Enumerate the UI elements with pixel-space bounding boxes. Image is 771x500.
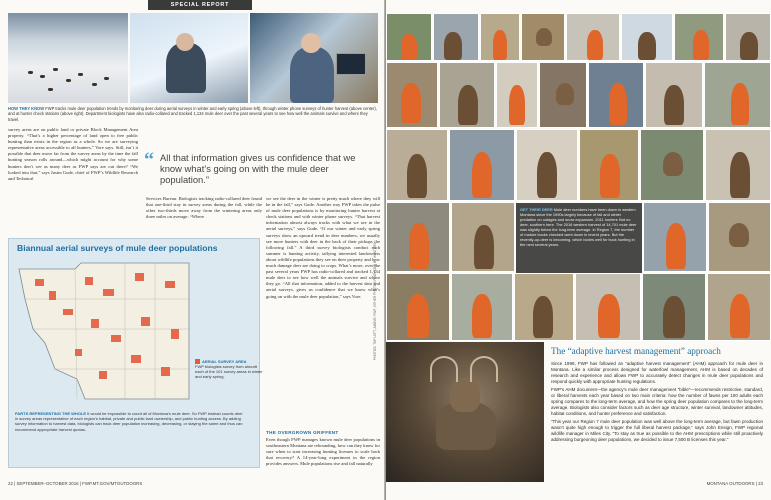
map-legend <box>195 359 265 379</box>
montana-map-graphic <box>15 259 193 409</box>
map-caption-text: It would be impossible to count all of Montana’s mule deer. So FWP instead counts deer in survey areas representative of each region’s habitat, private and public land ownership, and public hunting access. By adding survey information to harvest data, biologists can track deer population increasing, decreasing, or staying the same and thus can recommend appropriate harvest quotas. <box>15 411 243 432</box>
get-their-deer-box <box>516 203 642 273</box>
hunter-photo-25 <box>708 202 771 272</box>
hunter-photo-4 <box>521 13 565 61</box>
top-caption-text: FWP tracks mule deer population trends by monitoring deer during aerial surveys in winter and early spring (above left), through winter phone surveys of hunter harvest (above center), and at hunter check stations (above right). Department biologists have also radio-collared and tracked 1,134 mule deer over the past several years to see how well the animals survive and where they travel. <box>8 106 377 122</box>
hunter-photo-1 <box>386 13 432 61</box>
check-station-photo <box>250 13 378 103</box>
hunter-photo-31 <box>707 273 771 341</box>
hunter-photo-18 <box>516 129 578 201</box>
hunter-photo-12 <box>539 62 587 128</box>
hunter-photo-6 <box>621 13 673 61</box>
right-folio: MONTANA OUTDOORS | 23 <box>706 481 763 486</box>
hunter-photo-5 <box>566 13 620 61</box>
hunter-photo-19 <box>579 129 639 201</box>
map-caption-lead: PARTS REPRESENTING THE WHOLE <box>15 411 87 416</box>
section-subhead: THE OVERGROWN GRIFFENT <box>266 430 339 435</box>
hunter-photo-27 <box>451 273 513 341</box>
hunter-photo-10 <box>439 62 495 128</box>
top-photo-caption <box>8 106 380 122</box>
hunter-photo-17 <box>449 129 515 201</box>
mule-deer-buck-photo <box>386 342 544 482</box>
hunter-photo-14 <box>645 62 703 128</box>
ahm-paragraph: FWP’s AHM document—the agency’s mule deer management “bible”—recommends restrictive, standard, or liberal harvests each year based on two main criteria: how the number of fawns per 100 adults each spring compares to the long-term average, and how the spring deer population compares to the long-term average. Biologists also consider factors such as deer age structure, winter survival, landowner attitudes, habitat conditions, and hunter preference and satisfaction. <box>551 387 763 416</box>
hunter-photo-3 <box>480 13 520 61</box>
pull-quote <box>144 149 378 185</box>
photo-credit: PHOTOS: TOP LEFT, ABOVE: FWP; OTHER PHOTOS PROVIDED BY HUNTERS <box>373 242 377 360</box>
legend-text: FWP biologists survey from aircraft each of the 101 survey areas in winter and early spring. <box>195 364 263 380</box>
montana-survey-map <box>8 238 263 468</box>
ahm-paragraph: Since 1998, FWP has followed an “adaptive harvest management” (AHM) approach for mule deer in Montana. Like a similar process designed for waterfowl management, AHM is based on decades of research and experience and allows FWP to accurately detect changes in mule deer populations and respond quickly with appropriate hunting regulations. <box>551 361 763 384</box>
aerial-survey-photo <box>8 13 128 103</box>
hunter-photo-11 <box>496 62 538 128</box>
hunter-photo-30 <box>642 273 706 341</box>
hunter-photo-9 <box>386 62 438 128</box>
body-column-3: we see the deer in the winter is pretty much where they will be in the fall,” says Gude. Another way FWP takes the pulse of mule deer populations is by monitoring hunter harvest at check stations and with winter phone surveys. “That harvest information almost always tracks with what we see in the aerial surveys,” says Gude. “If our winter and early spring surveys show an upward trend in deer numbers, we usually see more hunters with deer in the back of their pickups the following fall.” A third survey biologists conduct each summer is hunting activity, tallying interested landowners about wildlife populations they see on their property and how much damage deer are doing to crops. What’s more, over the past several years FWP has radio-collared and tracked 1,134 mule deer to see how well the animals survive and where they go. “All that information, added to the harvest data and aerial surveys, gives us confidence that we know what’s going on with the mule deer population,” says Vore. <box>266 196 380 299</box>
hunter-photo-2 <box>433 13 479 61</box>
body-column-4: Even though FWP manages known mule deer populations in southeastern Montana are rebounding, how can they know for sure when to start increasing hunting licenses to scale back that recovery? A 14-year-long experiment in the region provides answers. Mule populations rise and fall naturally <box>266 437 380 467</box>
ahm-body <box>551 361 763 445</box>
map-caption <box>15 411 245 432</box>
hunter-photo-8 <box>725 13 771 61</box>
hunter-photo-26 <box>386 273 450 341</box>
map-title: Biannual aerial surveys of mule deer populations <box>17 243 218 253</box>
body-column-2: Services Bureau. Biologists tracking radio-collared deer found that one-third stay in survey areas during the fall, while the other two-thirds move away from the wintering areas only three miles on average. “Where <box>146 196 262 220</box>
hunter-photo-28 <box>514 273 574 341</box>
deadline-text: Mule deer numbers have been down in western Montana since the 1990s largely because of fall and winter predation on outages and snow expansion. 2011 hunters find no deer, southern here. The 2016 western harvest of 14,701 mule deer was slightly below the long-term average. In Region 7, the number of mature bucks checked went down in recent years. But the recently-up-deer is becoming, which bodes well for buck hunting in the next several years. <box>520 207 637 247</box>
hunter-photo-23 <box>451 202 515 272</box>
left-page <box>0 0 385 500</box>
hunter-photo-13 <box>588 62 644 128</box>
quote-mark-icon: “ <box>144 149 154 171</box>
deadline-lead: GET THEIR DEER <box>520 207 553 212</box>
right-page <box>386 0 771 500</box>
body-column-1: survey areas are on public land or private Block Management Area property. “That’s a higher percentage of land open to free public hunting than exists in the region as a whole. So we are surveying representative areas accessible to all hunters,” Vore says. Still, isn’t it possible that deer move far from the survey areas by the time the fall hunting season rolls around—which might account for why some hunters don’t see as many deer as FWP says are out there? “We looked into that,” says Justin Gude, chief of FWP’s Wildlife Research and Technical <box>8 127 138 181</box>
hunter-photo-24 <box>643 202 707 272</box>
hunter-photo-16 <box>386 129 448 201</box>
hunter-photo-21 <box>705 129 771 201</box>
hunter-photo-20 <box>640 129 704 201</box>
hunter-photo-15 <box>704 62 771 128</box>
ahm-heading: The “adaptive harvest management” approach <box>551 346 721 356</box>
top-caption-lead: HOW THEY KNOW <box>8 106 45 111</box>
helicopter-survey-photo <box>130 13 248 103</box>
legend-title: AERIAL SURVEY AREA <box>202 359 247 364</box>
pull-quote-text: All that information gives us confidence that we know what’s going on with the mule deer population.” <box>160 152 356 185</box>
hunter-photo-22 <box>386 202 450 272</box>
hunter-photo-7 <box>674 13 724 61</box>
left-folio: 22 | SEPTEMBER–OCTOBER 2016 | FWP.MT.GOV/MTOUTDOORS <box>8 481 143 486</box>
hunter-photo-29 <box>575 273 641 341</box>
ahm-paragraph: “This year our Region 7 mule deer population was well above the long-term average, but fawn production wasn’t quite high enough to trigger the full liberal harvest package,” says John Ensign, FWP regional wildlife manager in Miles City. “To stay as true as possible to the AHM prescriptions while still proactively addressing burgeoning deer populations, we decided to issue 7,500 B licenses this year.” <box>551 419 763 442</box>
section-tab: SPECIAL REPORT <box>148 0 252 10</box>
